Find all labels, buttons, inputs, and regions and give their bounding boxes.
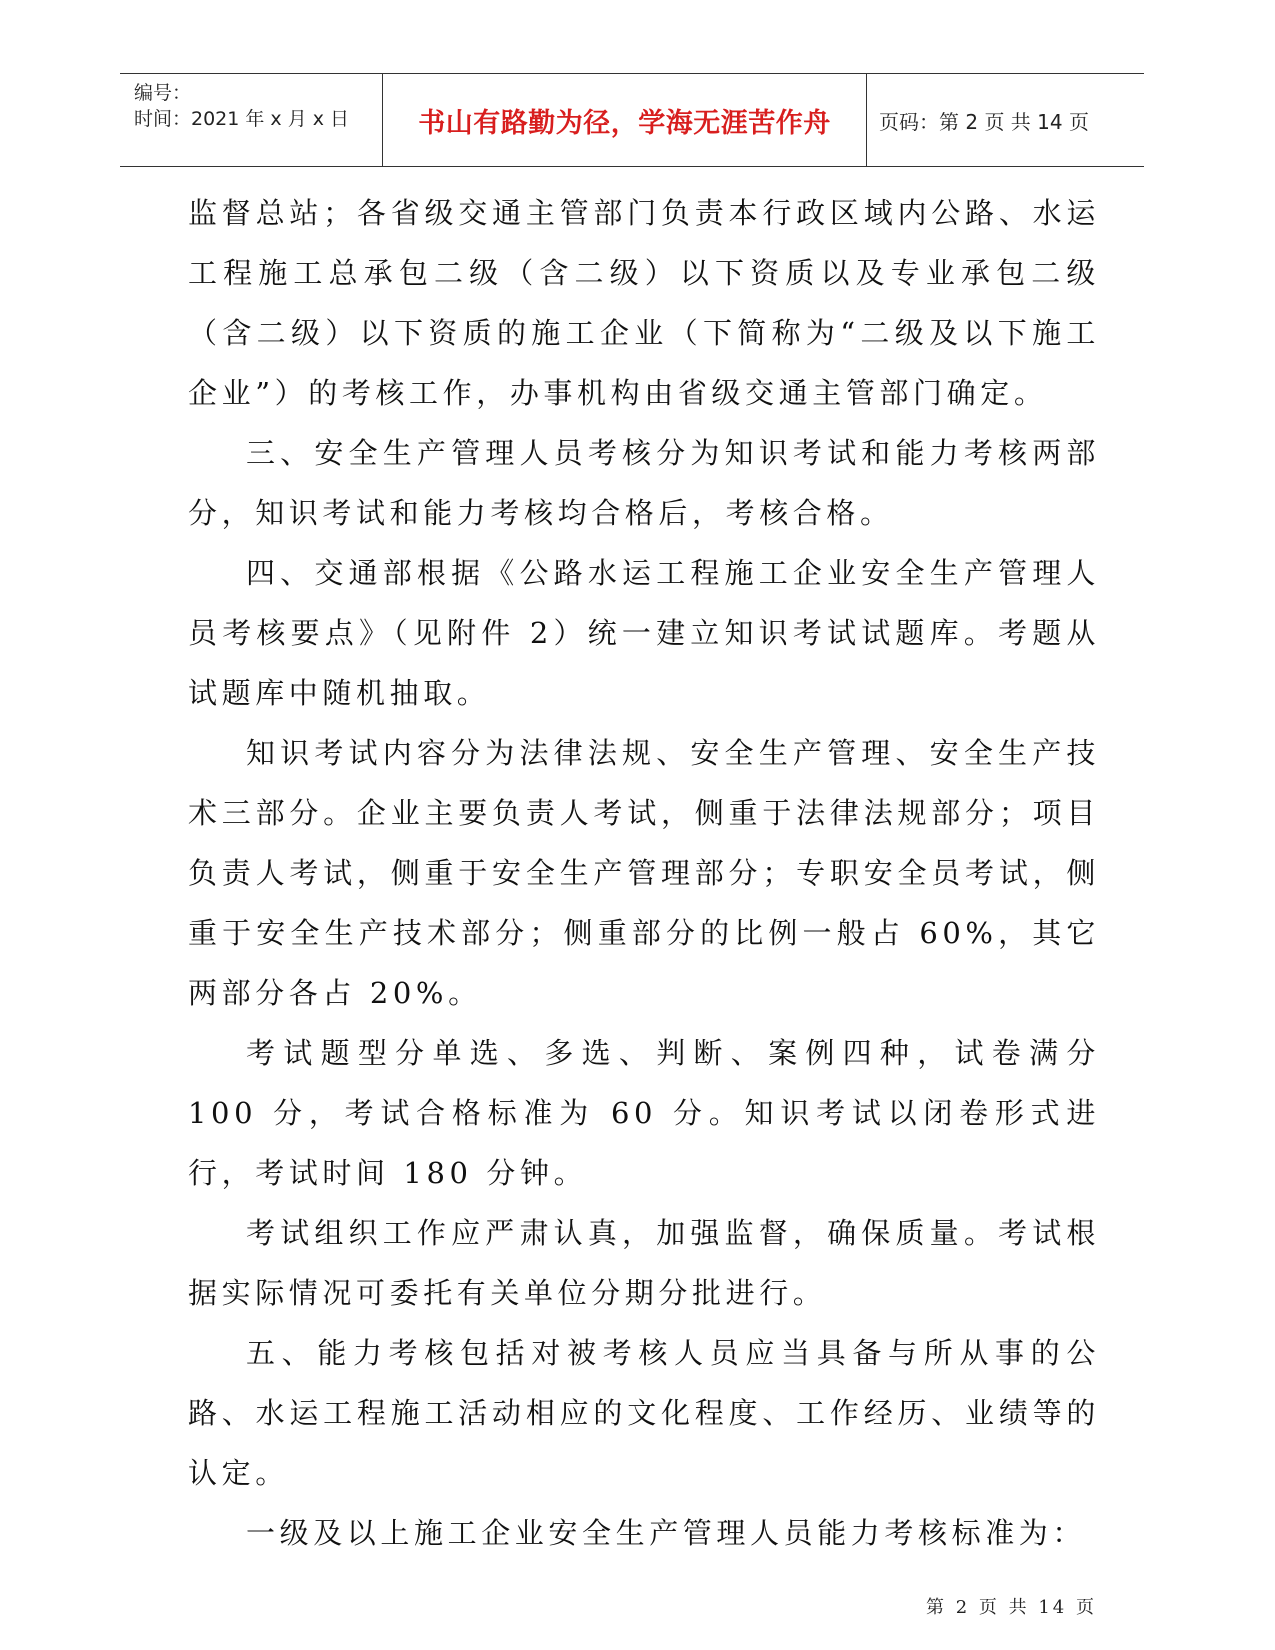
paragraph-section-3: 三、安全生产管理人员考核分为知识考试和能力考核两部分，知识考试和能力考核均合格后，考核合格。 bbox=[188, 436, 1100, 530]
header-page-cell bbox=[867, 74, 1144, 166]
paragraph-exam-organization: 考试组织工作应严肃认真，加强监督，确保质量。考试根据实际情况可委托有关单位分期分批进行。 bbox=[188, 1216, 1100, 1310]
header-meta-cell bbox=[120, 74, 383, 166]
document-header bbox=[120, 73, 1144, 167]
header-motto-cell bbox=[383, 74, 867, 166]
header-page-info: 页码：第 2 页 共 14 页 bbox=[879, 109, 1089, 134]
paragraph-exam-content: 知识考试内容分为法律法规、安全生产管理、安全生产技术三部分。企业主要负责人考试，侧重于法律法规部分；项目负责人考试，侧重于安全生产管理部分；专职安全员考试，侧重于安全生产技术部分；侧重部分的比例一般占 60%，其它两部分各占 20%。 bbox=[188, 736, 1100, 1010]
paragraph-exam-format: 考试题型分单选、多选、判断、案例四种，试卷满分 100 分，考试合格标准为 60 分。知识考试以闭卷形式进行，考试时间 180 分钟。 bbox=[188, 1036, 1100, 1190]
paragraph-section-4: 四、交通部根据《公路水运工程施工企业安全生产管理人员考核要点》（见附件 2）统一建立知识考试试题库。考题从试题库中随机抽取。 bbox=[188, 556, 1100, 710]
document-time-label: 时间：2021 年 x 月 x 日 bbox=[134, 108, 350, 130]
document-body bbox=[188, 183, 1100, 1563]
header-motto: 书山有路勤为径，学海无涯苦作舟 bbox=[418, 107, 831, 139]
paragraph-level1-standard: 一级及以上施工企业安全生产管理人员能力考核标准为： bbox=[246, 1516, 1087, 1550]
page-footer: 第 2 页 共 14 页 bbox=[926, 1597, 1097, 1618]
paragraph-continued: 监督总站；各省级交通主管部门负责本行政区域内公路、水运工程施工总承包二级（含二级）以下资质以及专业承包二级（含二级）以下资质的施工企业（下简称为“二级及以下施工企业”）的考核工作，办事机构由省级交通主管部门确定。 bbox=[188, 196, 1100, 410]
paragraph-section-5: 五、能力考核包括对被考核人员应当具备与所从事的公路、水运工程施工活动相应的文化程度、工作经历、业绩等的认定。 bbox=[188, 1336, 1100, 1490]
document-number-label: 编号： bbox=[134, 82, 192, 104]
